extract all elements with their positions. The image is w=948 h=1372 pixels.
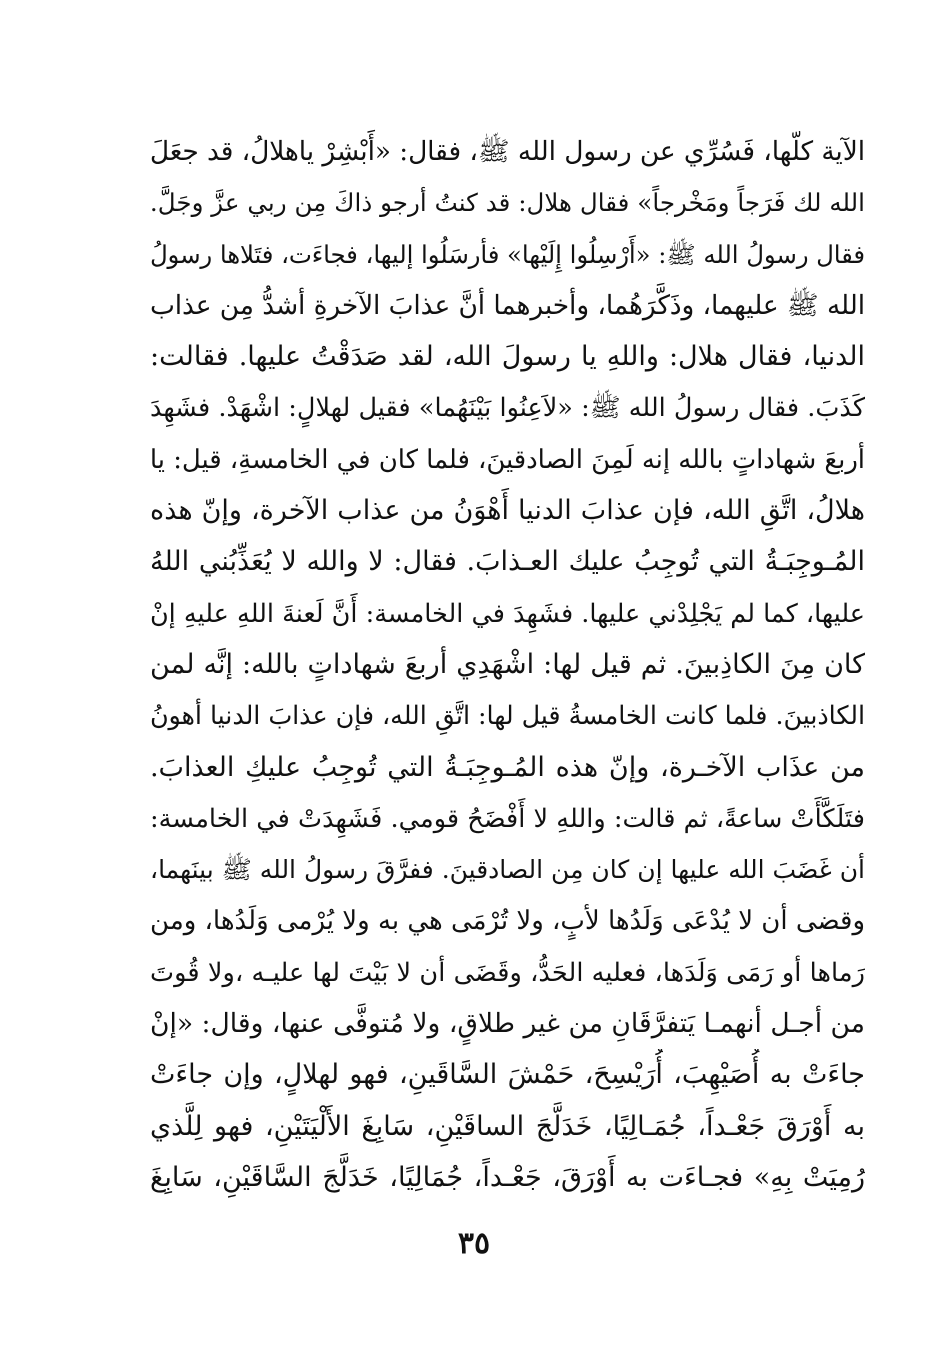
text-line: رَماها أو رَمَى وَلَدَها، فعليه الحَدُّ، وقَضَى أن لا بَيْتَ لها عليـه ،ولا قُوتَ (150, 957, 865, 988)
text-line: فتَلَكَّأَتْ ساعةً، ثم قالت: واللهِ لا أَفْضَحُ قومي. فَشَهِدَتْ في الخامسة: (150, 803, 865, 834)
text-line: من عذَاب الآخـرة، وإنّ هذه المُـوجِبَـةُ التي تُوجِبُ عليكِ العذابَ. (150, 751, 865, 783)
text-line: الدنيا، فقال هلال: واللهِ يا رسولَ الله، لقد صَدَقْتُ عليها. فقالت: (150, 341, 865, 373)
text-line: وقضى أن لا يُدْعَى وَلَدُها لأبٍ، ولا تُرْمَى هي به ولا يُرْمى وَلَدُها، ومن (150, 906, 865, 937)
text-line: الله لك فَرَجاً ومَخْرجاً» فقال هلال: قد كنتُ أرجو ذاكَ مِن ربي عزَّ وجَلَّ. (150, 188, 865, 218)
text-line: كان مِنَ الكاذِبينَ. ثم قيل لها: اشْهَدِي أربعَ شهاداتٍ بالله: إنَّه لمن (150, 648, 865, 680)
text-line: عليها، كما لم يَجْلِدْني عليها. فشَهِدَ في الخامسة: أَنَّ لَعنةَ اللهِ عليهِ إنْ (150, 598, 865, 629)
text-line: جاءَتْ به أُصَيْهِبَ، أُرَيْسِحَ، حَمْشَ السَّاقَينِ، فهو لهلالٍ، وإن جاءَتْ (150, 1059, 865, 1091)
text-line: أربعَ شهاداتٍ بالله إنه لَمِنَ الصادقينَ، فلما كان في الخامسةِ، قيل: يا (150, 444, 865, 475)
text-line: أن غَضَبَ الله عليها إن كان مِن الصادقينَ. ففرَّقَ رسولُ الله ﷺ بينَهما، (150, 855, 865, 885)
text-line: فقال رسولُ الله ﷺ: «أَرْسِلُوا إِلَيْها» فأرسَلُوا إليها، فجاءَت، فتَلاها رسولُ (150, 239, 865, 269)
text-line: الكاذبينَ. فلما كانت الخامسةُ قيل لها: اتَّقِ الله، فإن عذابَ الدنيا أهونُ (150, 701, 865, 731)
page-number: ٣٥ (457, 1226, 491, 1261)
text-line: الله ﷺ عليهما، وذَكَّرَهُما، وأخبرهما أنَّ عذابَ الآخرةِ أشدُّ مِن عذاب (150, 290, 865, 321)
text-line: هلالُ، اتَّقِ الله، فإن عذابَ الدنيا أَهْوَنُ من عذاب الآخرة، وإنّ هذه (150, 495, 865, 527)
text-line: به أَوْرَقَ جَعْـداً، جُمَـالِيًا، خَدَلَّجَ الساقَيْنِ، سَابِغَ الأَلْيَتَيْنِ، فهو لِلَّذي (150, 1110, 865, 1142)
text-line: الآية كلّها، فَسُرِّي عن رسول الله ﷺ، فقال: «أَبْشِرْ ياهلالُ، قد جعَلَ (150, 137, 865, 167)
text-line: رُمِيَتْ بِهِ» فجـاءَت به أَوْرَقَ، جَعْـداً، جُمَالِيًا، خَدَلَّجَ السَّاقَيْنِ، سَابِغَ (150, 1161, 865, 1193)
text-line: المُـوجِبَـةُ التي تُوجِبُ عليك العـذابَ. فقال: لا والله لا يُعَذِّبُني اللهُ (150, 546, 865, 578)
text-line: من أجـل أنهمـا يَتفرَّقَانِ من غير طلاقٍ، ولا مُتوفَّى عنها، وقال: «إنْ (150, 1008, 865, 1040)
body-text (150, 126, 865, 1203)
text-line: كَذَبَ. فقال رسولُ الله ﷺ: «لاَعِنُوا بَيْنَهُما» فقيل لهلالٍ: اشْهَدْ. فشَهِدَ (150, 393, 865, 424)
